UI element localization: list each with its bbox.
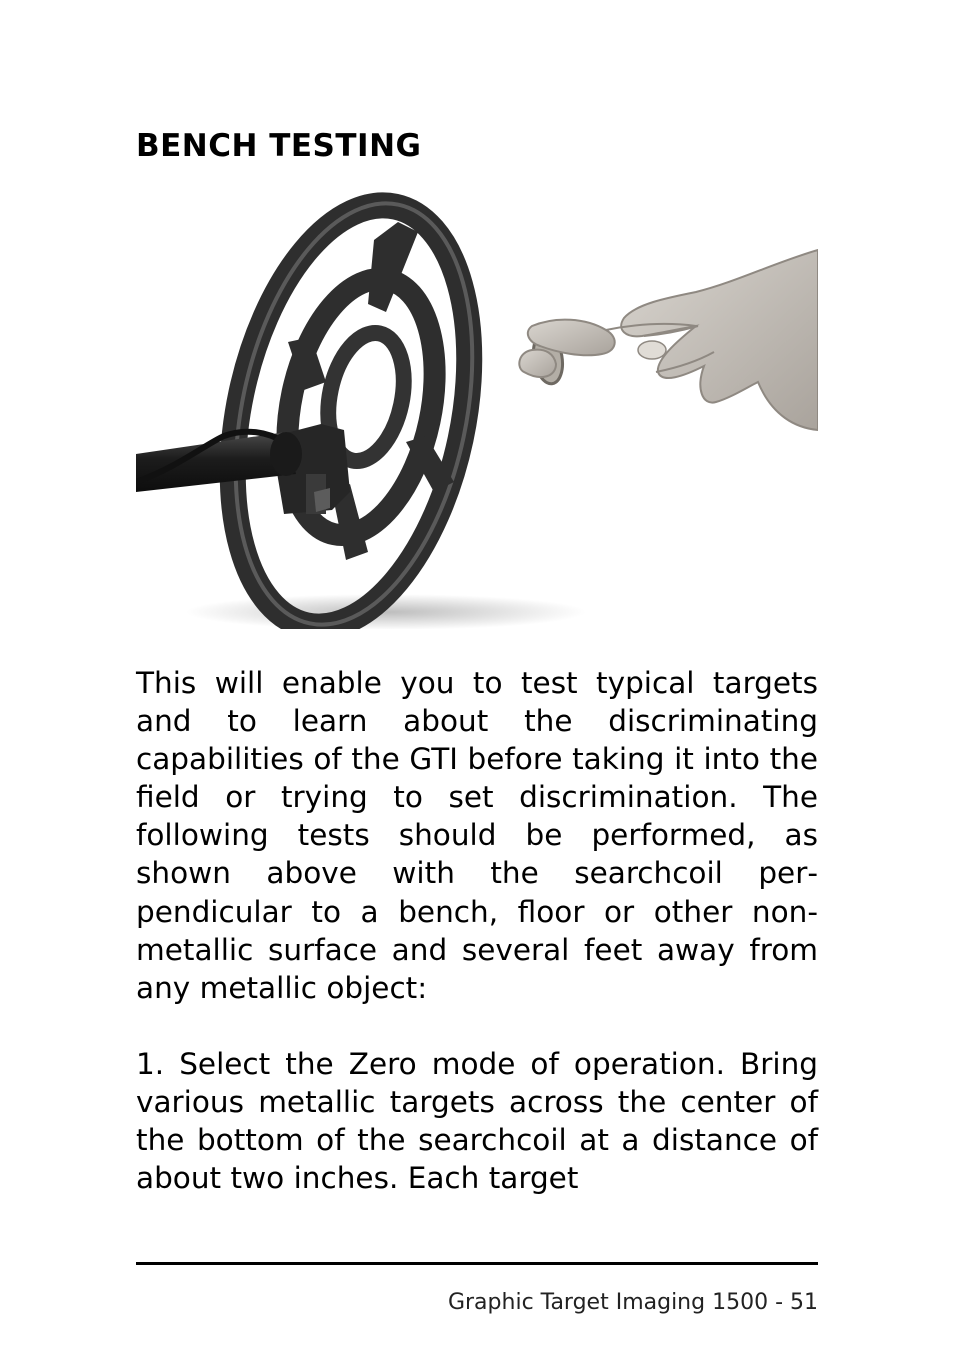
bench-test-photo (136, 192, 818, 629)
footer-divider (136, 1262, 818, 1265)
section-heading: BENCH TESTING (136, 128, 422, 164)
intro-paragraph: This will enable you to test typical targets and to learn about the discriminating capabilities of the GTI before taking it into the field or trying to set discrimination. The following tests should be performed, as shown above with the searchcoil perpendicular to a bench, floor or other non-metallic surface and several feet away from any metallic object: (136, 666, 818, 1005)
page-footer: Graphic Target Imaging 1500 - 51 (447, 1290, 818, 1315)
step-1-paragraph: 1. Select the Zero mode of operation. Bring various metallic targets across the center of the bottom of the searchcoil at a distance of about two inches. Each target (136, 1047, 818, 1196)
